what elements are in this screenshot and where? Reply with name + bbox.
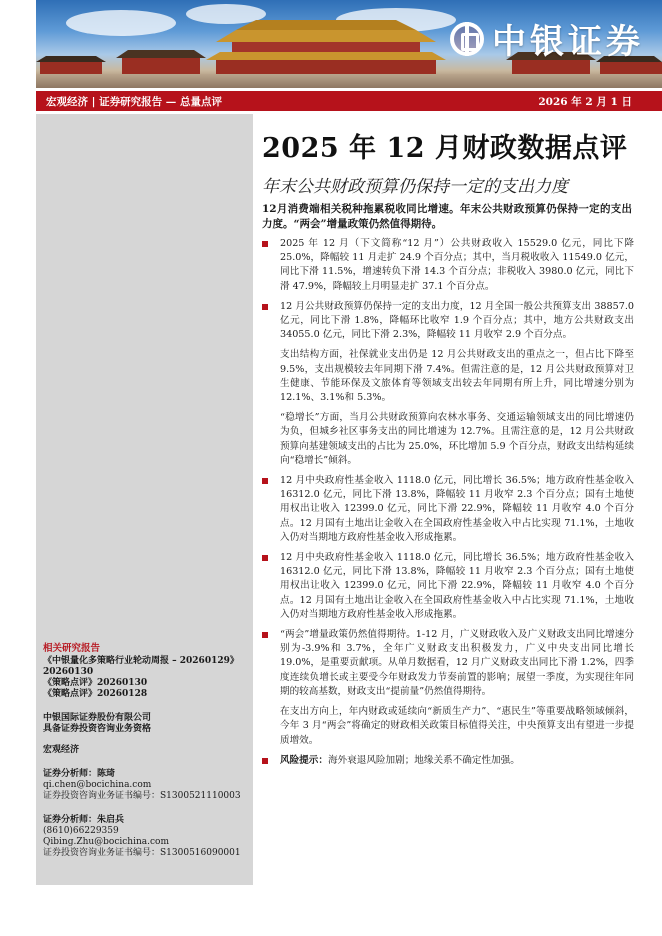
bullet-text: “两会”增量政策仍然值得期待。1-12 月，广义财政收入及广义财政支出同比增速分别为-3.9%和 3.7%，全年广义财政支出积极发力，广义中央支出同比增长 19.0%，是重要贡献项。从单月数据看，12 月广义财政支出同比下滑 1.2%，四季度连续负增长或主要受今年财政发力节奏前置的影响；展望一季度，为实现往年同期的较高基数，财政支出“提前量”仍然值得期待。 [280, 629, 634, 697]
company-logo [450, 14, 644, 63]
bullet-square-icon [262, 758, 268, 764]
risk-label: 风险提示： [280, 754, 328, 766]
analyst-email[interactable]: Qibing.Zhu@bocichina.com [43, 837, 169, 847]
risk-text: 海外衰退风险加剧；地缘关系不确定性加强。 [327, 754, 520, 766]
bullet-square-icon [262, 555, 268, 561]
bullet-text: 2025 年 12 月（下文简称“12 月”）公共财政收入 15529.0 亿元，同比下降 25.0%，降幅较 11 月走扩 24.9 个百分点；其中，当月税收收入 11549.0 亿元，同比下滑 11.5%，增速转负下滑 14.3 个百分点；非税收入 3980.0 亿元，同比下滑 47.9%，降幅较上月明显走扩 37.1 个百分点。 [280, 238, 634, 292]
paragraph: “稳增长”方面，当月公共财政预算向农林水事务、交通运输领域支出的同比增速仍为负，但城乡社区事务支出的同比增速为 12.7%。且需注意的是，12 月公共财政预算向基建领域支出的占比为 25.0%，环比增加 5.9 个百分点，财政支出结构延续向“稳增长”倾斜。 [280, 412, 634, 466]
courtyard [36, 74, 662, 88]
analyst-cert: 证券投资咨询业务证书编号：S1300521110003 [43, 791, 241, 801]
bullet-text: 12 月中央政府性基金收入 1118.0 亿元，同比增长 36.5%；地方政府性基金收入 16312.0 亿元，同比下滑 13.8%，降幅较 11 月收窄 2.3 个百分点；国有土地使用权出让收入 12399.0 亿元，同比下滑 22.9%，降幅较 11 月收窄 4.0 个百分点。12 月国有土地出让金收入在全国政府性基金收入中占比实现 71.1%，土地收入仍对当期地方政府性基金收入形成拖累。 [280, 552, 634, 620]
logo-text: 中银证券 [492, 22, 644, 62]
report-category-bar [36, 91, 662, 111]
sidebar-content [43, 643, 248, 859]
bullet-item [262, 237, 634, 294]
bullet-item [262, 628, 634, 699]
sector: 宏观经济 [43, 745, 80, 755]
analyst-phone: (8610)66229359 [43, 826, 119, 836]
bullet-square-icon [262, 478, 268, 484]
bullet-item [262, 300, 634, 343]
bullet-square-icon [262, 632, 268, 638]
paragraph: 在支出方向上，年内财政或延续向“新质生产力”、“惠民生”等重要战略领域倾斜，今年 3 月“两会”将确定的财政相关政策目标值得关注，中央预算支出有望进一步提质增效。 [280, 706, 634, 746]
paragraph: 支出结构方面，社保就业支出仍是 12 月公共财政支出的重点之一，但占比下降至 9.5%，支出规模较去年同期下滑 7.4%。但需注意的是，12 月公共财政预算对卫生健康、节能环保及文旅体育等领域支出较去年同期有所上升，同比增速分别为 12.1%、3.1%和 5.3%。 [280, 349, 634, 404]
boc-logo-icon [450, 22, 484, 56]
bullet-item [262, 551, 634, 622]
bullet-text: 12 月中央政府性基金收入 1118.0 亿元，同比增长 36.5%；地方政府性基金收入 16312.0 亿元，同比下滑 13.8%，降幅较 11 月收窄 2.3 个百分点；国有土地使用权出让收入 12399.0 亿元，同比下滑 22.9%，降幅较 11 月收窄 4.0 个百分点。12 月国有土地出让金收入在全国政府性基金收入中占比实现 71.1%，土地收入仍对当期地方政府性基金收入形成拖累。 [280, 475, 634, 543]
analyst-label: 证券分析师：朱启兵 [43, 815, 125, 825]
report-body [262, 237, 634, 774]
related-report[interactable]: 《中银量化多策略行业轮动周报 – 20260129》20260130 [43, 656, 239, 677]
related-report[interactable]: 《策略点评》20260130 [43, 678, 148, 688]
related-report[interactable]: 《策略点评》20260128 [43, 689, 148, 699]
analyst-label: 证券分析师：陈琦 [43, 769, 116, 779]
analyst-cert: 证券投资咨询业务证书编号：S1300516090001 [43, 848, 241, 858]
bullet-text: 12 月公共财政预算仍保持一定的支出力度，12 月全国一般公共预算支出 38857.0 亿元，同比下滑 1.8%，降幅环比收窄 1.9 个百分点；其中，地方公共财政支出 34055.0 亿元，同比下滑 2.3%，降幅较 11 月收窄 2.9 个百分点。 [280, 300, 634, 341]
bullet-item [262, 474, 634, 545]
related-reports-title: 相关研究报告 [43, 643, 101, 654]
company-name: 中银国际证券股份有限公司 [43, 713, 152, 723]
report-title: 2025 年 12 月财政数据点评 [262, 133, 628, 164]
report-date: 2026 年 2 月 1 日 [538, 95, 632, 108]
report-category: 宏观经济 | 证券研究报告 — 总量点评 [46, 95, 222, 108]
bullet-square-icon [262, 241, 268, 247]
bullet-square-icon [262, 304, 268, 310]
header-banner [36, 0, 662, 88]
risk-warning [262, 754, 634, 768]
report-subtitle: 年末公共财政预算仍保持一定的支出力度 [262, 177, 568, 197]
analyst-email[interactable]: qi.chen@bocichina.com [43, 780, 152, 790]
report-summary: 12月消费端相关税种拖累税收同比增速。年末公共财政预算仍保持一定的支出力度。“两会”增量政策仍然值得期待。 [262, 203, 632, 230]
qualification: 具备证券投资咨询业务资格 [43, 724, 152, 734]
